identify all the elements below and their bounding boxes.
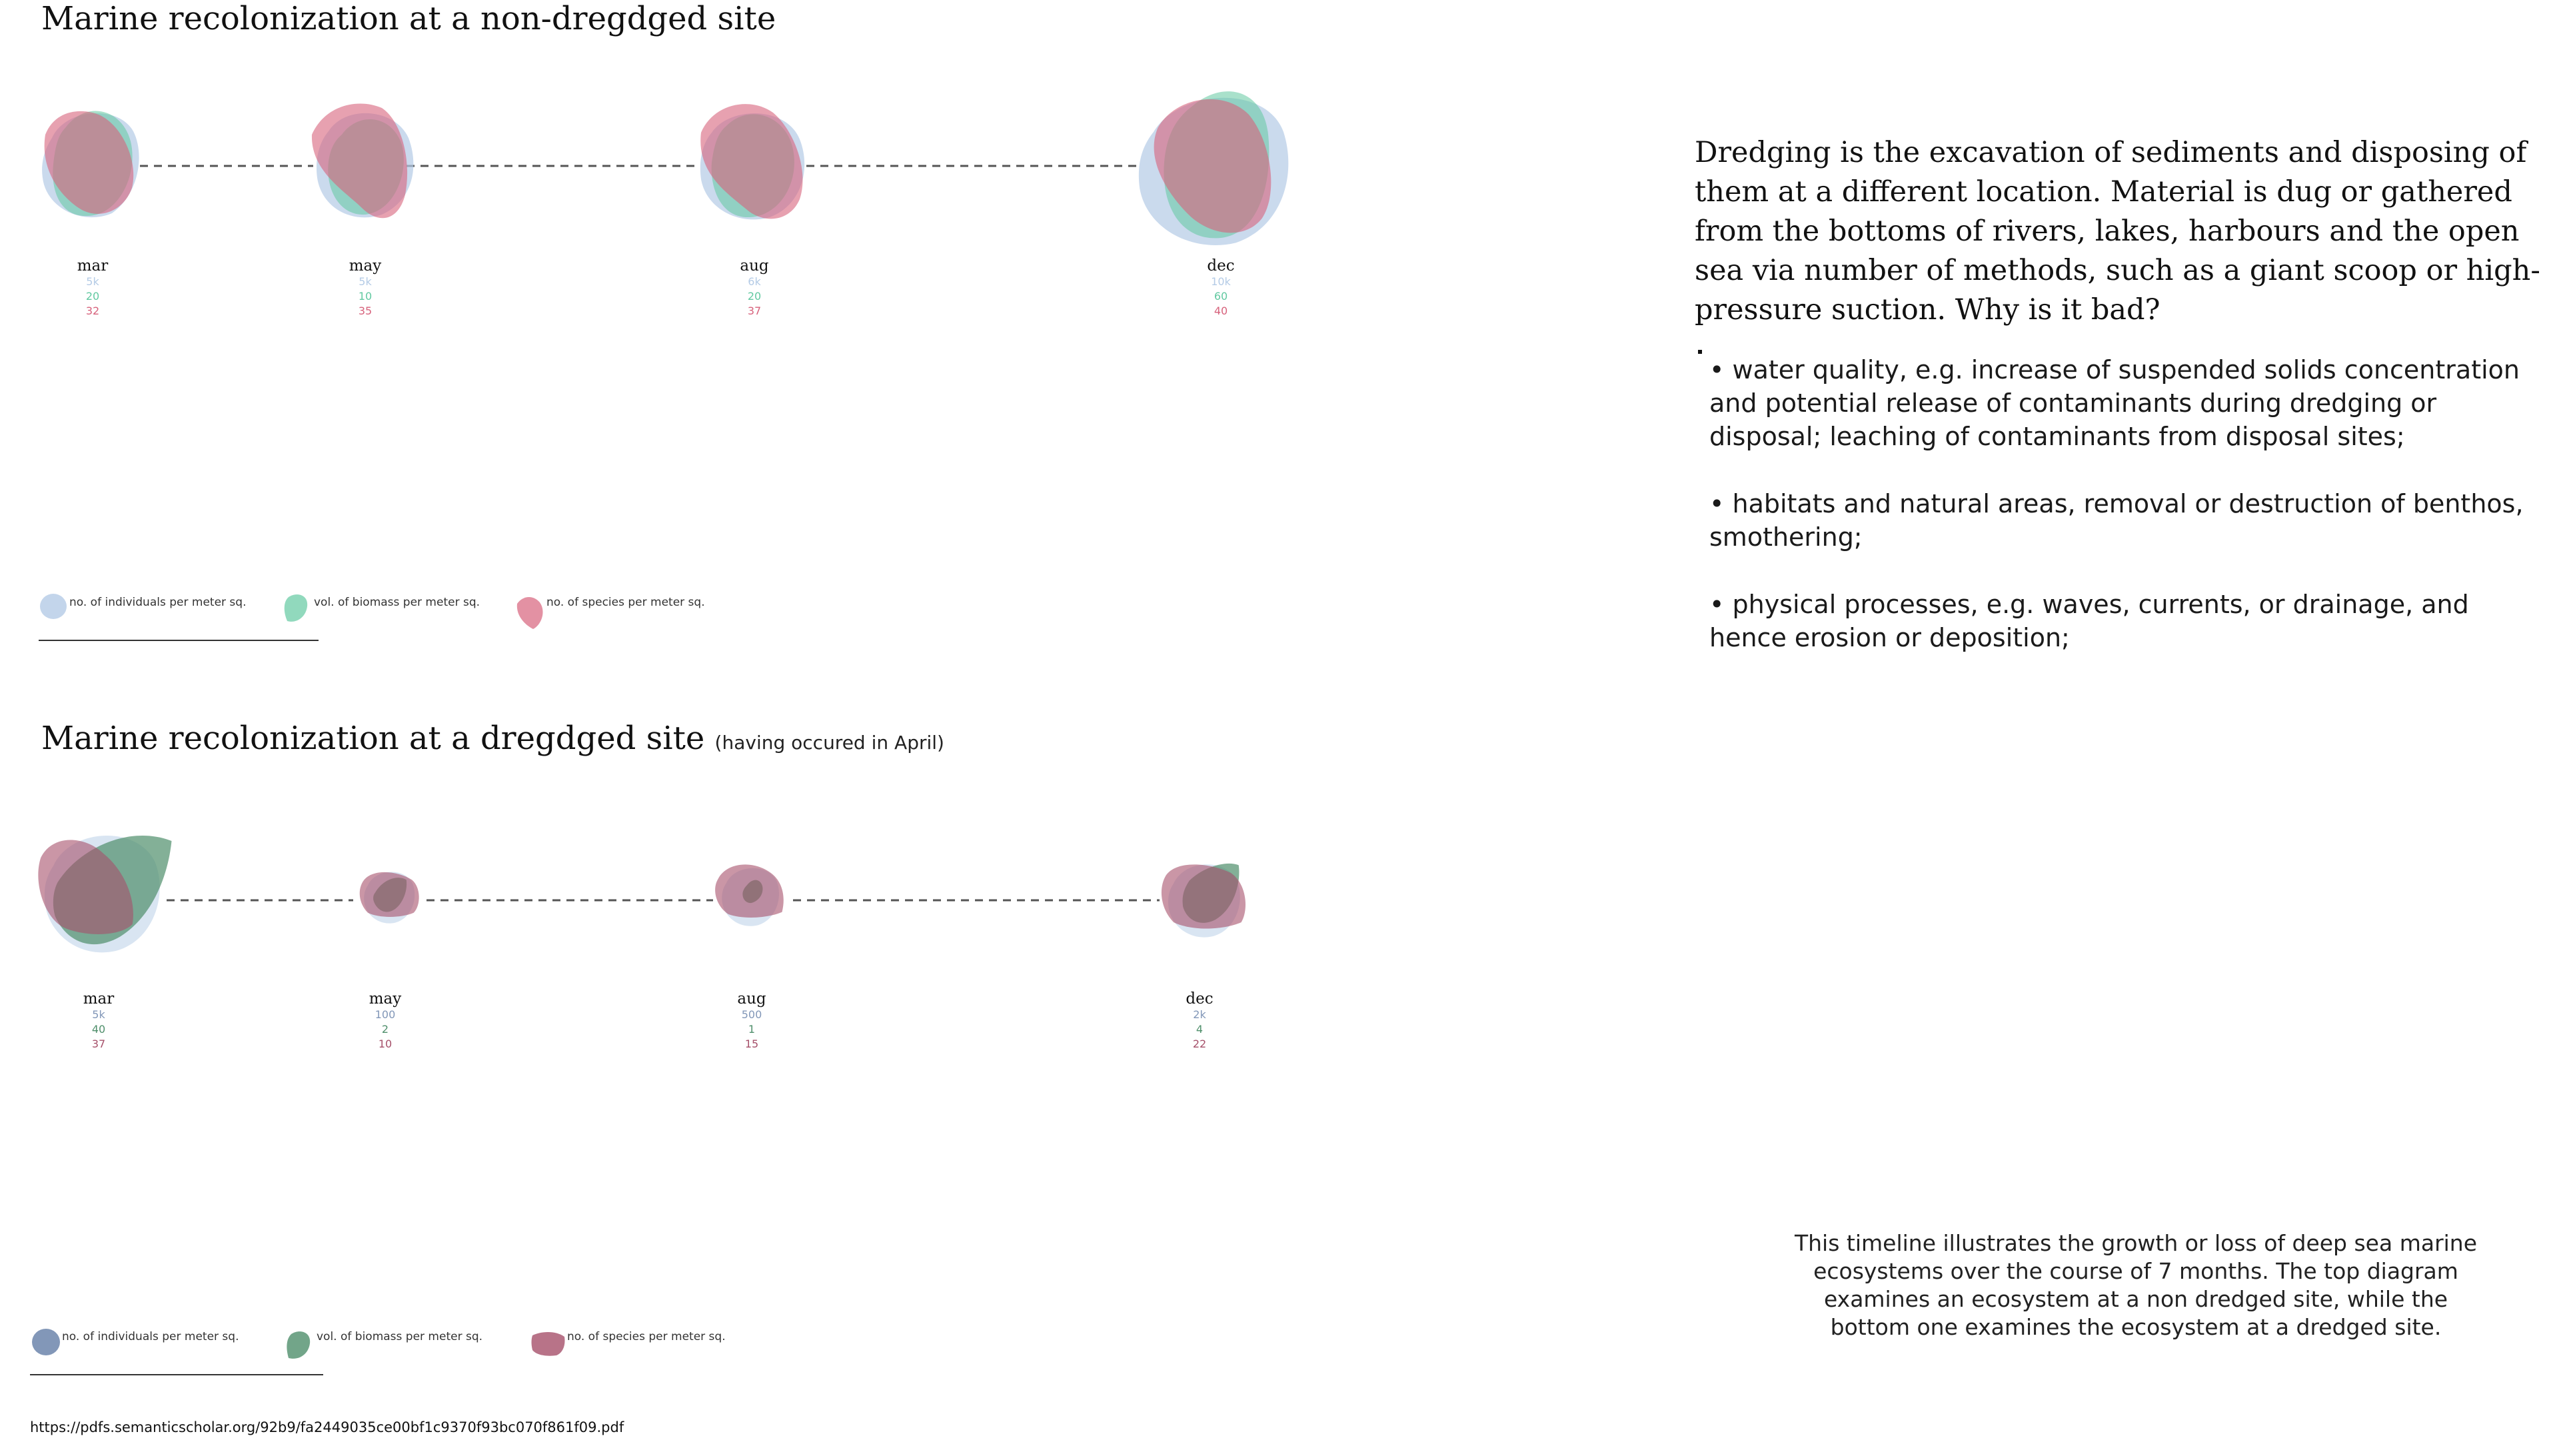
bottom-legend-biomass [282,1326,522,1366]
impact-item-physical-processes: • physical processes, e.g. waves, currents, or drainage, and hence erosion or deposition; [1709,590,2469,652]
bottom-legend-individuals [30,1326,297,1366]
legend-label: vol. of biomass per meter sq. [314,596,480,609]
top-legend-biomass [282,592,502,632]
top-legend-species [513,592,733,632]
month-name: may [369,990,402,1008]
impact-item-habitats: • habitats and natural areas, removal or destruction of benthos, smothering; [1709,489,2524,552]
individuals-swatch-icon [39,592,69,625]
bottom-legend [30,1326,763,1366]
top-timeline-panel [0,0,1333,400]
top-title-text: Marine recolonization at a non-dregdged site [41,0,776,37]
bottom-subtitle: (having occured in April) [714,732,944,754]
biomass-value: 20 [747,290,762,303]
individuals-value: 5k [86,275,99,288]
bottom-timeline-graphic [0,733,1333,906]
top-timeline-graphic [0,0,1333,173]
month-name: may [349,257,382,275]
impact-item-water-quality: • water quality, e.g. increase of suspended solids concentration and potential release of contaminants during dredging or disposal; leaching of contaminants from disposal sites; [1709,355,2520,451]
top-blob-group-mar [42,111,139,217]
legend-label: no. of species per meter sq. [546,596,705,609]
species-value: 10 [378,1038,393,1050]
individuals-swatch-icon [30,1326,63,1359]
bottom-title-text: Marine recolonization at a dregdged site [41,720,705,757]
species-value: 22 [1192,1038,1207,1050]
bottom-label-dec [1146,992,1253,1052]
biomass-value: 40 [91,1023,106,1036]
top-blob-group-aug [700,104,804,219]
bottom-blob-group-aug [715,864,784,926]
legend-divider [30,1374,323,1375]
top-label-mar [39,259,146,319]
individuals-value: 500 [741,1008,762,1021]
species-value: 37 [747,305,762,317]
timeline-caption: This timeline illustrates the growth or loss of deep sea marine ecosystems over the course of 7 months. The top diagram examines an ecosystem at a non dredged site, while the bottom one examines the ecosystem at a dredged site. [1794,1230,2478,1340]
top-label-aug [701,259,808,319]
bottom-label-mar [45,992,152,1052]
month-name: dec [1186,990,1214,1008]
bottom-timeline-panel [0,733,1333,1133]
month-name: aug [737,990,766,1008]
bottom-label-aug [698,992,805,1052]
legend-label: no. of individuals per meter sq. [69,596,247,609]
legend-divider [39,640,319,641]
bottom-blob-group-dec [1162,864,1246,938]
month-name: mar [77,257,109,275]
biomass-swatch-icon [282,592,313,625]
top-legend [39,592,772,632]
bottom-blob-group-mar [38,836,171,952]
month-name: dec [1207,257,1235,275]
biomass-value: 2 [381,1023,389,1036]
bottom-legend-species [530,1326,750,1366]
top-legend-individuals [39,592,292,632]
month-name: mar [83,990,115,1008]
source-link[interactable]: https://pdfs.semanticscholar.org/92b9/fa2449035ce00bf1c9370f93bc070f861f09.pdf [30,1419,624,1435]
bottom-label-may [332,992,438,1052]
biomass-value: 60 [1214,290,1228,303]
biomass-swatch-icon [282,1326,315,1366]
individuals-value: 100 [375,1008,396,1021]
legend-label: no. of individuals per meter sq. [62,1330,239,1343]
species-value: 40 [1214,305,1228,317]
individuals-value: 6k [748,275,761,288]
species-value: 35 [358,305,373,317]
top-label-may [312,259,419,319]
species-swatch-icon [513,592,546,632]
individuals-value: 5k [359,275,372,288]
top-species-blob-may [312,103,407,218]
month-name: aug [740,257,769,275]
individuals-value: 10k [1211,275,1231,288]
dredging-description: Dredging is the excavation of sediments and disposing of them at a different location. Material is dug or gathered from the bottoms of rivers, lakes, harbours and the open sea via number of methods, such as a giant scoop or high-pressure suction. Why is it bad? [1695,136,2540,327]
individuals-value: 5k [92,1008,105,1021]
biomass-value: 10 [358,290,373,303]
species-value: 37 [91,1038,106,1050]
bottom-species-blob-may [360,872,419,917]
bullet-dot [1698,350,1702,354]
biomass-value: 4 [1196,1023,1204,1036]
top-blob-group-may [312,103,413,218]
biomass-value: 1 [748,1023,756,1036]
top-blob-group-dec [1139,91,1288,245]
legend-label: vol. of biomass per meter sq. [317,1330,483,1343]
top-label-dec [1168,259,1274,319]
bottom-blob-group-may [360,872,419,924]
species-swatch-icon [530,1326,567,1363]
biomass-value: 20 [85,290,100,303]
species-value: 32 [85,305,100,317]
impact-list [1709,353,2542,654]
bottom-species-blob-aug [715,864,784,918]
species-value: 15 [744,1038,759,1050]
individuals-value: 2k [1193,1008,1206,1021]
legend-label: no. of species per meter sq. [567,1330,726,1343]
